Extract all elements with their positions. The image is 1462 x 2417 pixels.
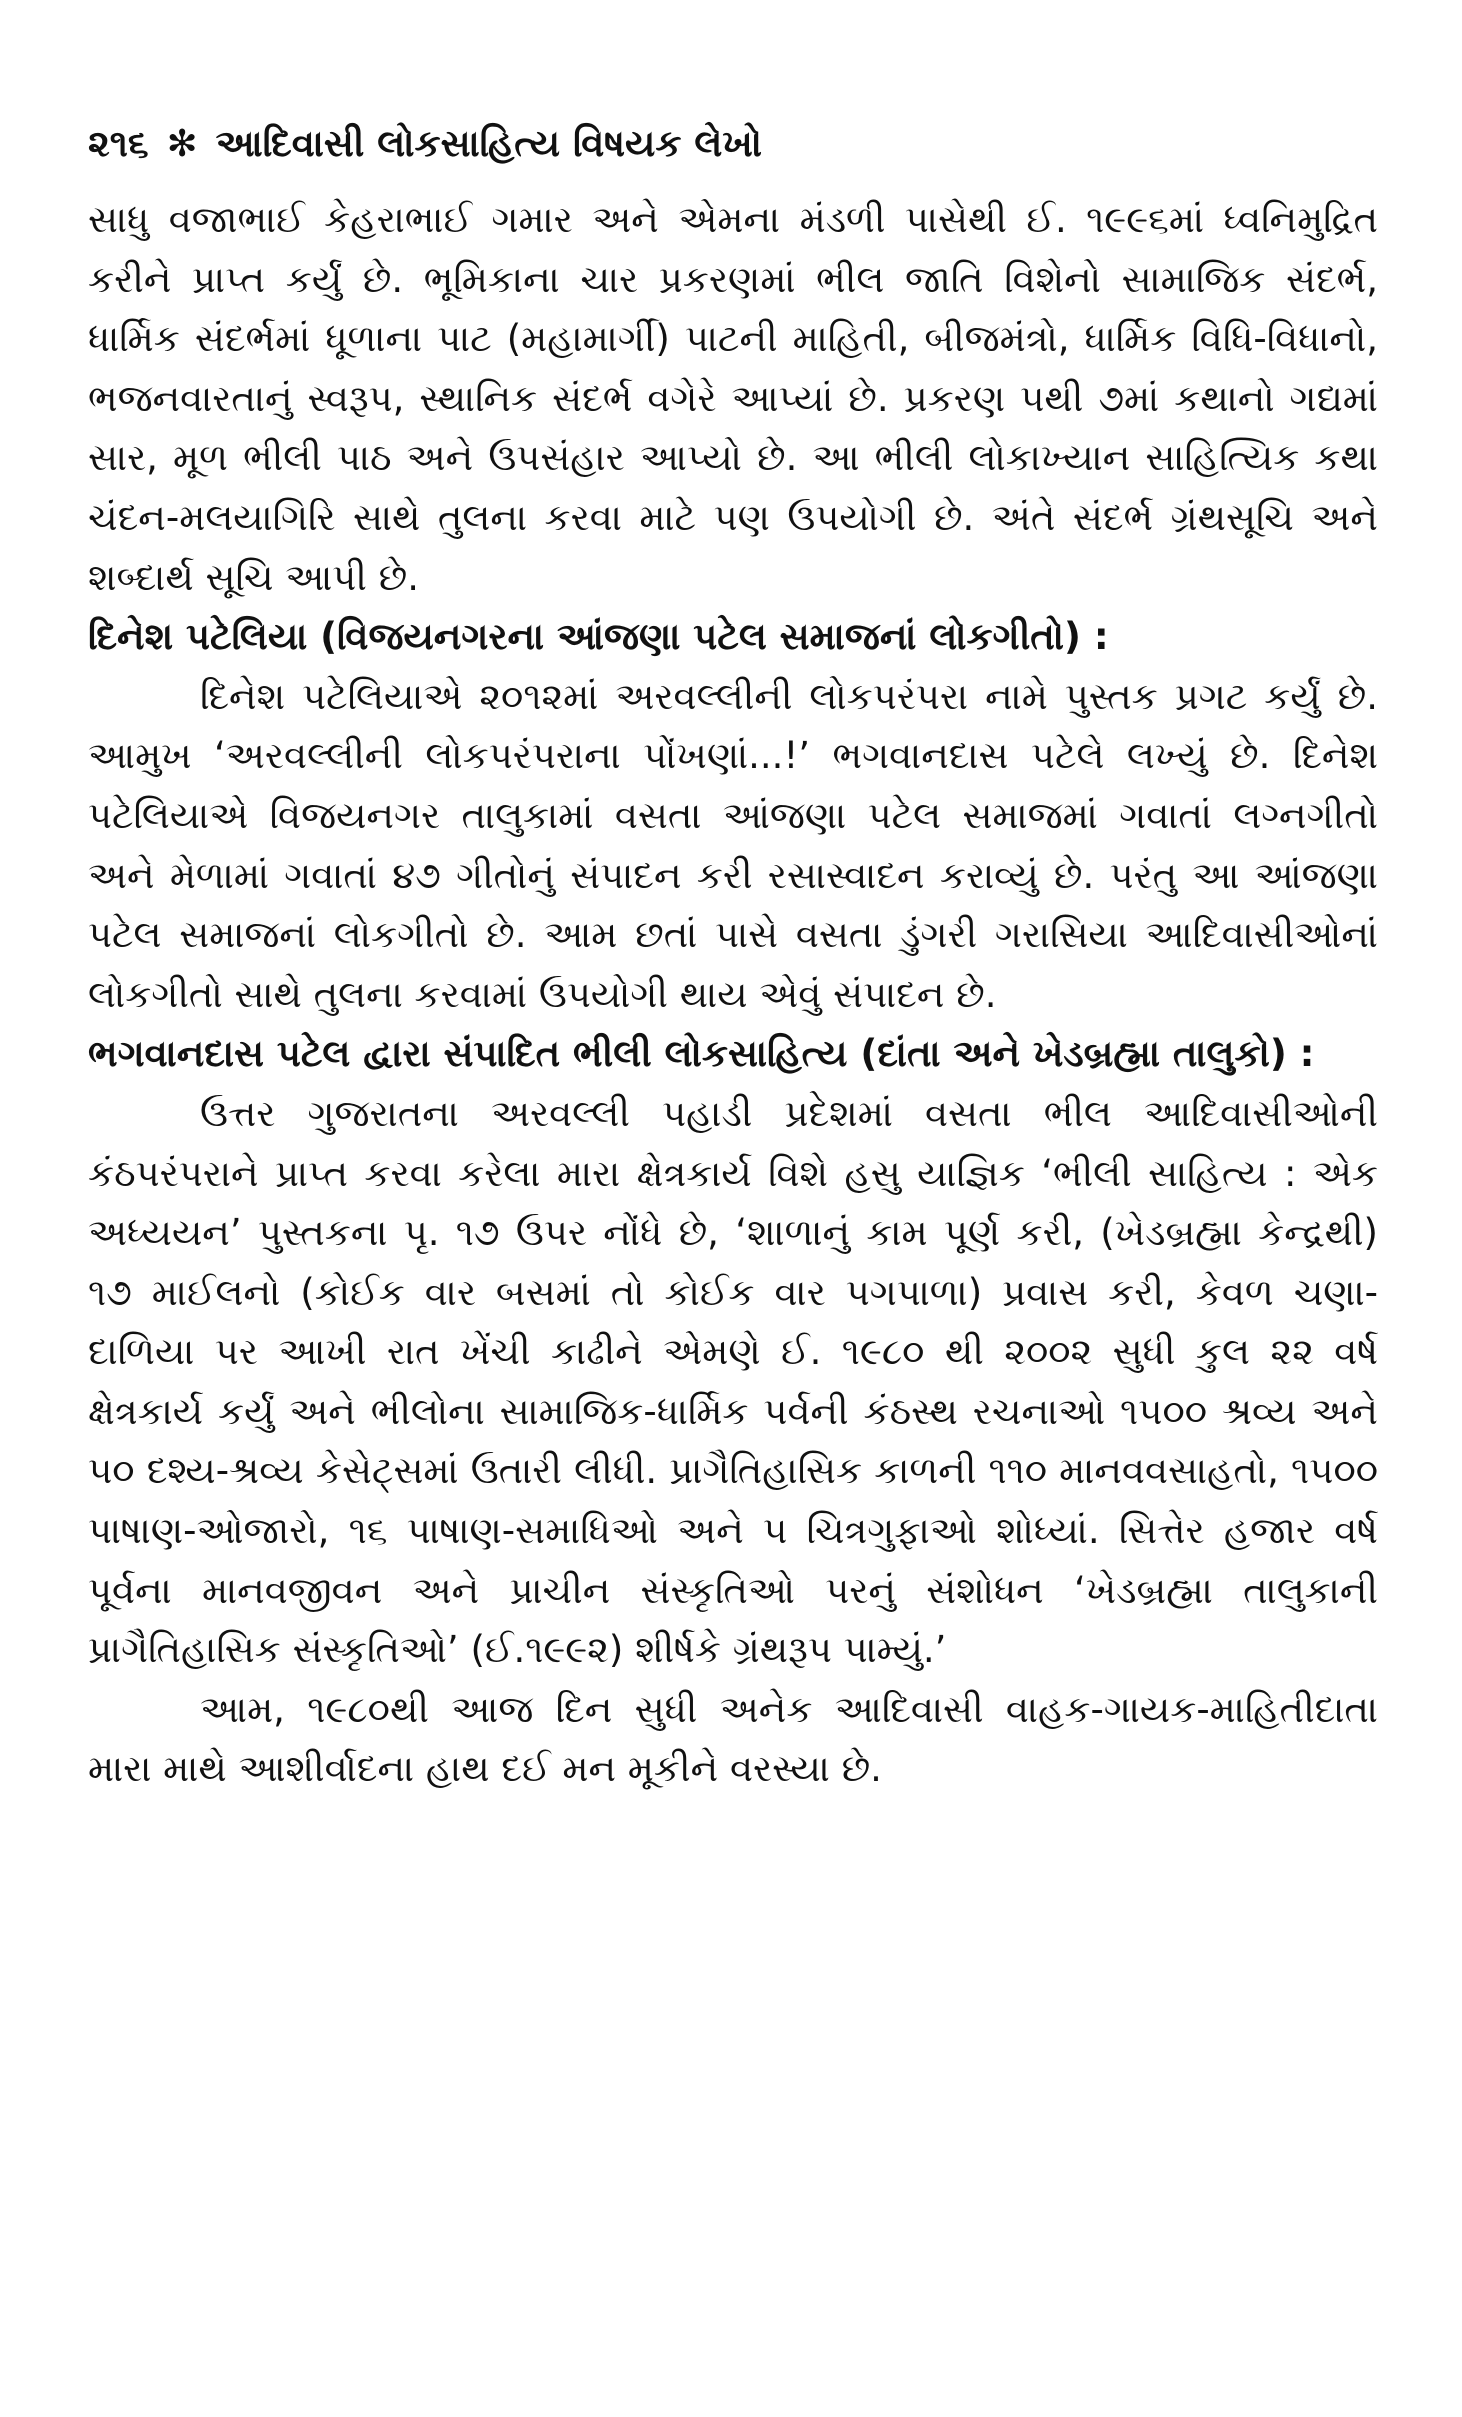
paragraph-dinesh-pateliya: દિનેશ પટેલિયાએ ૨૦૧૨માં અરવલ્લીની લોકપરંપરા નામે પુસ્તક પ્રગટ કર્યું છે. આમુખ ‘અરવલ્લીની લોકપરંપરાના પોંખણાં...!’ ભગવાનદાસ પટેલે લખ્યું છે. દિનેશ પટેલિયાએ વિજયનગર તાલુકામાં વસતા આંજણા પટેલ સમાજમાં ગવાતાં લગ્નગીતો અને મેળામાં ગવાતાં ૪૭ ગીતોનું સંપાદન કરી રસાસ્વાદન કરાવ્યું છે. પરંતુ આ આંજણા પટેલ સમાજનાં લોકગીતો છે. આમ છતાં પાસે વસતા ડુંગરી ગરાસિયા આદિવાસીઓનાં લોકગીતો સાથે તુલના કરવામાં ઉપયોગી થાય એવું સંપાદન છે. xyxy=(88,674,1378,1016)
section-heading-bhagwandas-patel: ભગવાનદાસ પટેલ દ્વારા સંપાદિત ભીલી લોકસાહિત્ય (દાંતા અને ખેડબ્રહ્મા તાલુકો) : xyxy=(88,1032,1315,1076)
paragraph-closing: આમ, ૧૯૮૦થી આજ દિન સુધી અનેક આદિવાસી વાહક-ગાયક-માહિતીદાતા મારા માથે આશીર્વાદના હાથ દઈ મન મૂકીને વરસ્યા છે. xyxy=(88,1687,1378,1791)
book-page xyxy=(88,118,1378,1799)
page-number: ૨૧૬ xyxy=(88,122,149,165)
paragraph-continued: સાધુ વજાભાઈ કેહરાભાઈ ગમાર અને એમના મંડળી પાસેથી ઈ. ૧૯૯૬માં ધ્વનિમુદ્રિત કરીને પ્રાપ્ત કર્યું છે. ભૂમિકાના ચાર પ્રકરણમાં ભીલ જાતિ વિશેનો સામાજિક સંદર્ભ, ધાર્મિક સંદર્ભમાં ધૂળાના પાટ (મહામાર્ગી) પાટની માહિતી, બીજમંત્રો, ધાર્મિક વિધિ-વિધાનો, ભજનવારતાનું સ્વરૂપ, સ્થાનિક સંદર્ભ વગેરે આપ્યાં છે. પ્રકરણ ૫થી ૭માં કથાનો ગદ્યમાં સાર, મૂળ ભીલી પાઠ અને ઉપસંહાર આપ્યો છે. આ ભીલી લોકાખ્યાન સાહિત્યિક કથા ચંદન-મલયાગિરિ સાથે તુલના કરવા માટે પણ ઉપયોગી છે. અંતે સંદર્ભ ગ્રંથસૂચિ અને શબ્દાર્થ સૂચિ આપી છે. xyxy=(88,198,1378,599)
book-title: આદિવાસી લોકસાહિત્ય વિષયક લેખો xyxy=(215,122,762,165)
section-heading-dinesh-pateliya: દિનેશ પટેલિયા (વિજયનગરના આંજણા પટેલ સમાજનાં લોકગીતો) : xyxy=(88,615,1109,659)
running-header xyxy=(88,118,1378,170)
paragraph-fieldwork: ઉત્તર ગુજરાતના અરવલ્લી પહાડી પ્રદેશમાં વસતા ભીલ આદિવાસીઓની કંઠપરંપરાને પ્રાપ્ત કરવા કરેલા મારા ક્ષેત્રકાર્ય વિશે હસુ યાજ્ઞિક ‘ભીલી સાહિત્ય : એક અધ્યયન’ પુસ્તકના પૃ. ૧૭ ઉપર નોંધે છે, ‘શાળાનું કામ પૂર્ણ કરી, (ખેડબ્રહ્મા કેન્દ્રથી) ૧૭ માઈલનો (કોઈક વાર બસમાં તો કોઈક વાર પગપાળા) પ્રવાસ કરી, કેવળ ચણા-દાળિયા પર આખી રાત ખેંચી કાઢીને એમણે ઈ. ૧૯૮૦ થી ૨૦૦૨ સુધી કુલ ૨૨ વર્ષ ક્ષેત્રકાર્ય કર્યું અને ભીલોના સામાજિક-ધાર્મિક પર્વની કંઠસ્થ રચનાઓ ૧૫૦૦ શ્રવ્ય અને ૫૦ દશ્ય-શ્રવ્ય કેસેટ્સમાં ઉતારી લીધી. પ્રાગૈતિહાસિક કાળની ૧૧૦ માનવવસાહતો, ૧૫૦૦ પાષાણ-ઓજારો, ૧૬ પાષાણ-સમાધિઓ અને ૫ ચિત્રગુફાઓ શોધ્યાં. સિત્તેર હજાર વર્ષ પૂર્વના માનવજીવન અને પ્રાચીન સંસ્કૃતિઓ પરનું સંશોધન ‘ખેડબ્રહ્મા તાલુકાની પ્રાગૈતિહાસિક સંસ્કૃતિઓ’ (ઈ.૧૯૯૨) શીર્ષકે ગ્રંથરૂપ પામ્યું.’ xyxy=(88,1091,1378,1672)
header-separator-icon: ✻ xyxy=(166,122,198,165)
